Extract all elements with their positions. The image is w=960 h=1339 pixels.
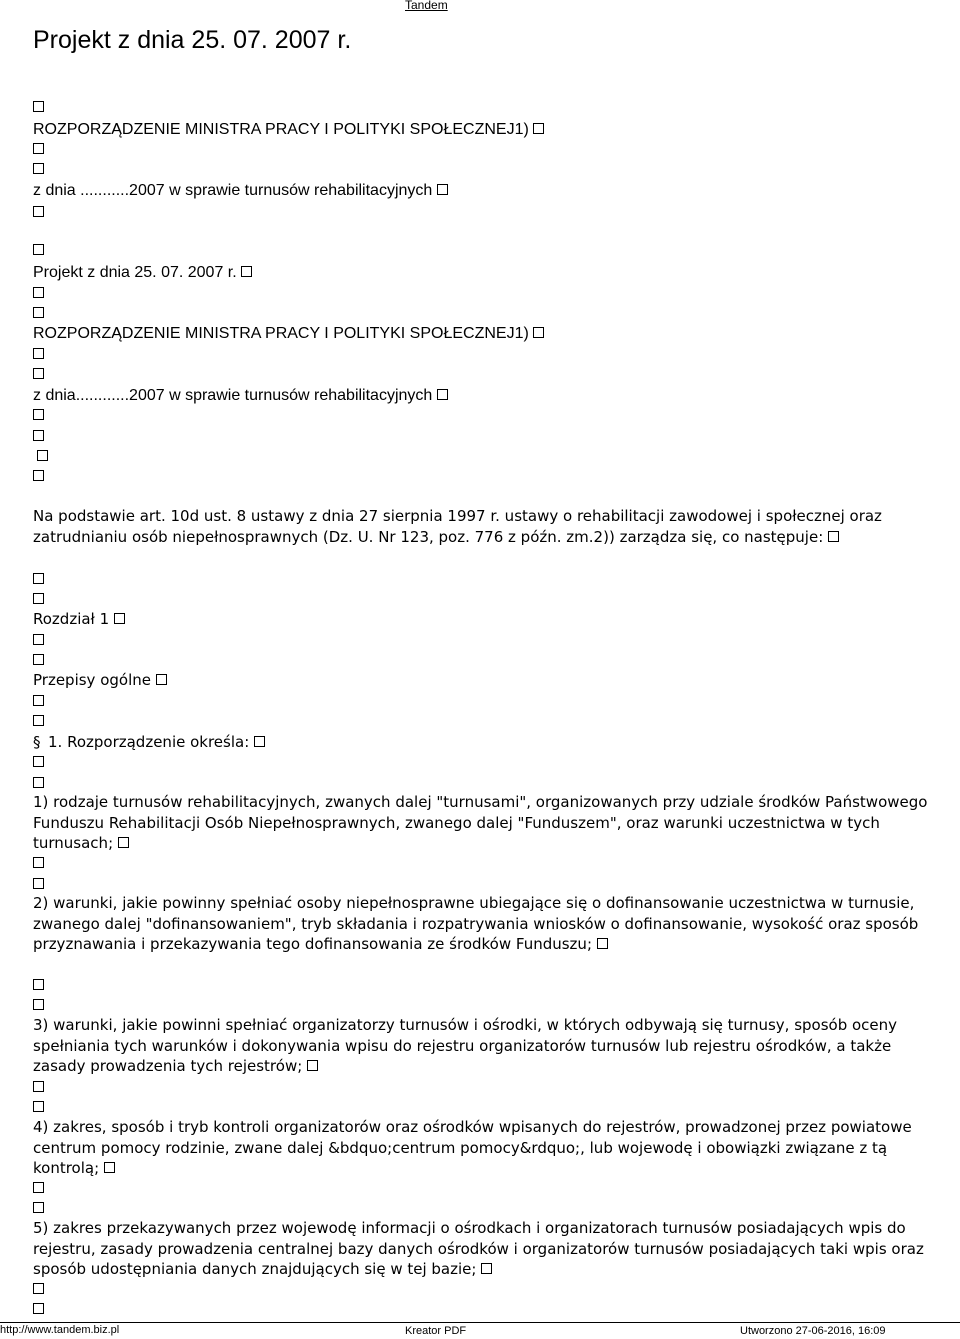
regulation-heading: ROZPORZĄDZENIE MINISTRA PRACY I POLITYKI SPOŁECZNEJ1): [33, 324, 544, 344]
checkbox-icon: [241, 266, 252, 277]
checkbox-icon: [33, 695, 44, 706]
checkbox-icon: [33, 163, 44, 174]
checkbox-icon: [33, 634, 44, 645]
checkbox-icon: [33, 756, 44, 767]
placeholder-box-row: [33, 569, 44, 589]
regulation-date-line: z dnia............2007 w sprawie turnusów rehabilitacyjnych: [33, 386, 448, 406]
page-title: Projekt z dnia 25. 07. 2007 r.: [33, 26, 352, 54]
checkbox-icon: [254, 736, 265, 747]
placeholder-box-row: [33, 650, 44, 670]
checkbox-icon: [307, 1060, 318, 1071]
checkbox-icon: [33, 244, 44, 255]
checkbox-icon: [33, 654, 44, 665]
checkbox-icon: [33, 777, 44, 788]
checkbox-icon: [37, 450, 48, 461]
checkbox-icon: [156, 674, 167, 685]
placeholder-box-row: [33, 1198, 44, 1218]
chapter-title: Przepisy ogólne: [33, 670, 167, 690]
placeholder-box-row: [33, 773, 44, 793]
legal-basis-paragraph: Na podstawie art. 10d ust. 8 ustawy z dnia 27 sierpnia 1997 r. ustawy o rehabilitacji zawodowej i społecznej oraz zatrudnianiu osób niepełnosprawnych (Dz. U. Nr 123, poz. 776 z późn. zm.2)) zarządza się, co następuje:: [33, 507, 882, 546]
checkbox-icon: [33, 1182, 44, 1193]
checkbox-icon: [33, 979, 44, 990]
checkbox-icon: [33, 348, 44, 359]
list-item: 1) rodzaje turnusów rehabilitacyjnych, zwanych dalej "turnusami", organizowanych przy udziale środków Państwowego Funduszu Rehabilitacji Osób Niepełnosprawnych, zwanego dalej "Funduszem", oraz warunki uczestnictwa w tych turnusach;: [33, 793, 928, 852]
placeholder-box-row: [33, 1279, 44, 1299]
checkbox-icon: [533, 327, 544, 338]
checkbox-icon: [33, 470, 44, 481]
checkbox-icon: [437, 184, 448, 195]
checkbox-icon: [33, 857, 44, 868]
checkbox-icon: [33, 1283, 44, 1294]
checkbox-icon: [114, 613, 125, 624]
placeholder-box-row: [33, 1178, 44, 1198]
checkbox-icon: [33, 1081, 44, 1092]
section-sign: §: [33, 733, 41, 751]
placeholder-box-row: [33, 1077, 44, 1097]
placeholder-box-row: [33, 467, 44, 487]
checkbox-icon: [33, 307, 44, 318]
placeholder-box-row: [33, 284, 44, 304]
checkbox-icon: [33, 1101, 44, 1112]
chapter-heading: Rozdział 1: [33, 609, 125, 629]
footer-url-link[interactable]: http://www.tandem.biz.pl: [0, 1324, 120, 1336]
placeholder-box-row: [33, 98, 44, 118]
placeholder-box-row: [33, 203, 44, 223]
placeholder-box-row: [33, 589, 44, 609]
checkbox-icon: [533, 123, 544, 134]
placeholder-box-row: [33, 995, 44, 1015]
placeholder-box-row: [33, 241, 44, 261]
placeholder-box-row: [33, 1299, 44, 1319]
checkbox-icon: [597, 938, 608, 949]
list-item: 5) zakres przekazywanych przez wojewodę informacji o ośrodkach i organizatorach turnusów posiadających wpis do rejestru, zasady prowadzenia centralnej bazy danych ośrodków i organizatorów turnusów posiadających taki wpis oraz sposób udostępniania danych znajdujących się w tej bazie;: [33, 1219, 924, 1278]
checkbox-icon: [33, 143, 44, 154]
placeholder-box-row: [33, 874, 44, 894]
placeholder-box-row: [33, 304, 44, 324]
placeholder-box-row: [33, 1097, 44, 1117]
checkbox-icon: [33, 430, 44, 441]
checkbox-icon: [33, 715, 44, 726]
checkbox-icon: [33, 878, 44, 889]
placeholder-box-row: [33, 406, 44, 426]
placeholder-box-row: [33, 447, 48, 467]
list-item: 3) warunki, jakie powinni spełniać organizatorzy turnusów i ośrodki, w których odbywają się turnusy, sposób oceny spełniania tych warunków i dokonywania wpisu do rejestru organizatorów turnusów lub rejestru ośrodków, a także zasady prowadzenia tych rejestrów;: [33, 1016, 898, 1075]
placeholder-box-row: [33, 345, 44, 365]
checkbox-icon: [104, 1162, 115, 1173]
footer-created-date: Utworzono 27-06-2016, 16:09: [740, 1325, 886, 1337]
checkbox-icon: [118, 837, 129, 848]
checkbox-icon: [33, 1202, 44, 1213]
checkbox-icon: [828, 531, 839, 542]
checkbox-icon: [33, 1303, 44, 1314]
placeholder-box-row: [33, 630, 44, 650]
placeholder-box-row: [33, 752, 44, 772]
checkbox-icon: [33, 573, 44, 584]
placeholder-box-row: [33, 853, 44, 873]
list-item: 2) warunki, jakie powinny spełniać osoby niepełnosprawne ubiegające się o dofinansowanie uczestnictwa w turnusie, zwanego dalej "dofinansowaniem", tryb składania i rozpatrywania wniosków o dofinansowanie, wysokość oraz sposób przyznawania i przekazywania tego dofinansowania ze środków Funduszu;: [33, 894, 919, 953]
checkbox-icon: [33, 409, 44, 420]
regulation-date-line: z dnia ...........2007 w sprawie turnusów rehabilitacyjnych: [33, 181, 448, 201]
checkbox-icon: [33, 999, 44, 1010]
checkbox-icon: [33, 101, 44, 112]
regulation-heading: ROZPORZĄDZENIE MINISTRA PRACY I POLITYKI SPOŁECZNEJ1): [33, 120, 544, 140]
page-footer: [0, 1322, 960, 1338]
placeholder-box-row: [33, 975, 44, 995]
placeholder-box-row: [33, 691, 44, 711]
placeholder-box-row: [33, 160, 44, 180]
placeholder-box-row: [33, 365, 44, 385]
checkbox-icon: [481, 1263, 492, 1274]
placeholder-box-row: [33, 427, 44, 447]
section-heading: § 1. Rozporządzenie określa:: [33, 732, 265, 752]
checkbox-icon: [33, 368, 44, 379]
project-date-line: Projekt z dnia 25. 07. 2007 r.: [33, 263, 252, 283]
header-tandem-link[interactable]: Tandem: [405, 0, 448, 12]
placeholder-box-row: [33, 711, 44, 731]
checkbox-icon: [33, 593, 44, 604]
checkbox-icon: [33, 287, 44, 298]
list-item: 4) zakres, sposób i tryb kontroli organizatorów oraz ośrodków wpisanych do rejestrów, prowadzonej przez powiatowe centrum pomocy rodzinie, zwane dalej &bdquo;centrum pomocy&rdquo;, lub wojewodę i obowiązki związane z tą kontrolą;: [33, 1118, 912, 1177]
footer-creator: Kreator PDF: [405, 1325, 467, 1337]
checkbox-icon: [437, 389, 448, 400]
placeholder-box-row: [33, 140, 44, 160]
checkbox-icon: [33, 206, 44, 217]
